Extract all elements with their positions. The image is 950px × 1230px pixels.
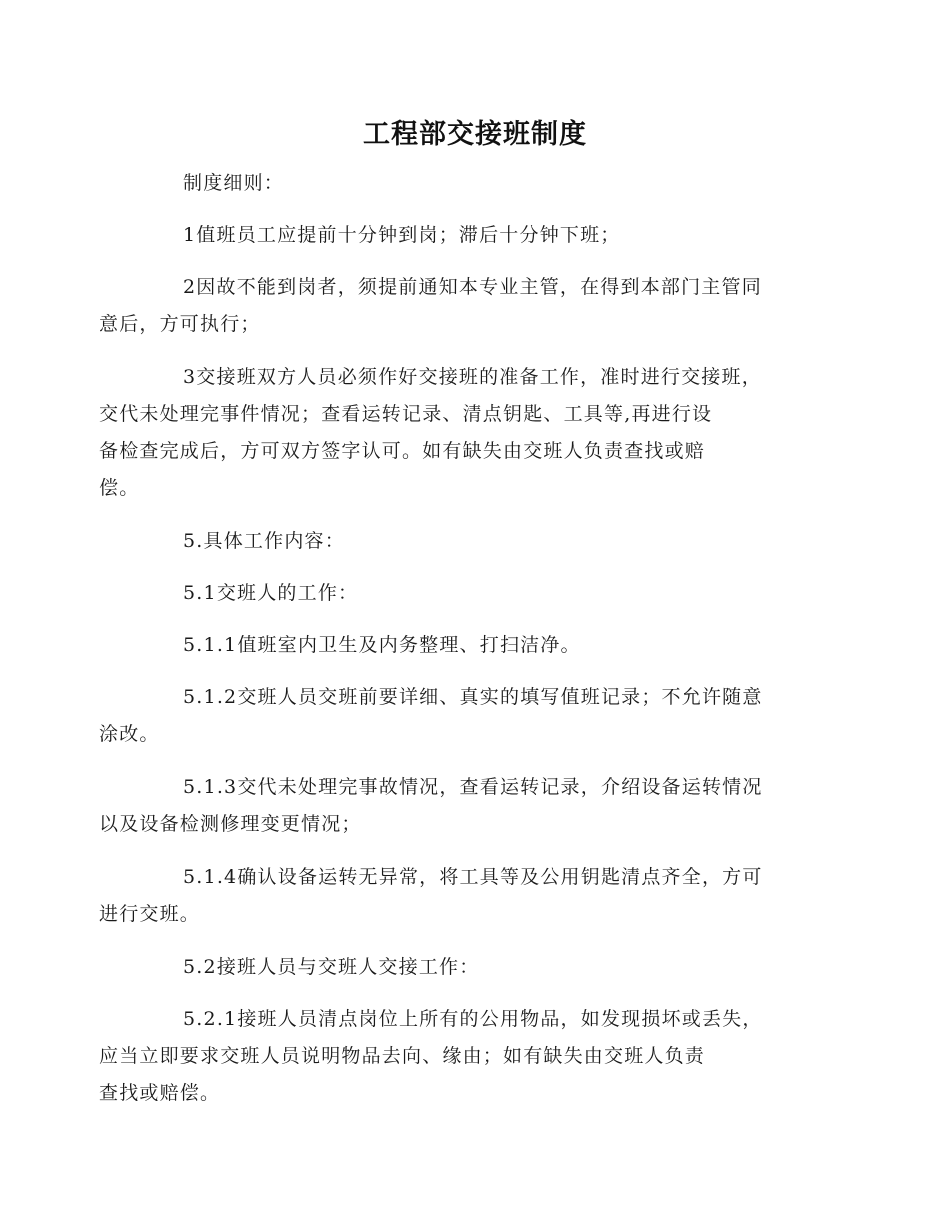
paragraph-line: 5.2.1接班人员清点岗位上所有的公用物品，如发现损坏或丢失， (183, 1008, 763, 1030)
paragraph-line: 5.1.1值班室内卫生及内务整理、打扫洁净。 (183, 634, 581, 656)
paragraph-line: 备检查完成后，方可双方签字认可。如有缺失由交班人负责查找或赔 (99, 440, 706, 462)
paragraph-line: 5.1.2交班人员交班前要详细、真实的填写值班记录；不允许随意 (183, 686, 763, 708)
paragraph-line: 交代未处理完事件情况；查看运转记录、清点钥匙、工具等,再进行设 (99, 403, 713, 425)
paragraph-section-5-2-1 (99, 1001, 809, 1112)
paragraph-section-5 (141, 523, 809, 560)
paragraph-line: 5.1.4确认设备运转无异常，将工具等及公用钥匙清点齐全，方可 (183, 866, 763, 888)
paragraph-line: 制度细则： (183, 172, 285, 194)
paragraph-rule-3 (99, 359, 809, 507)
paragraph-line: 涂改。 (99, 723, 160, 745)
paragraph-section-5-1-1 (141, 627, 809, 664)
document-title: 工程部交接班制度 (363, 119, 587, 150)
paragraph-line: 5.1交班人的工作： (183, 582, 359, 604)
paragraph-section-5-1 (141, 575, 809, 612)
paragraph-line: 5.1.3交代未处理完事故情况，查看运转记录，介绍设备运转情况 (183, 776, 763, 798)
paragraph-line: 3交接班双方人员必须作好交接班的准备工作，准时进行交接班， (183, 366, 762, 388)
paragraph-rule-1 (141, 217, 809, 254)
paragraph-section-5-1-2 (99, 679, 809, 753)
paragraph-line: 偿。 (99, 477, 140, 499)
paragraph-intro (141, 165, 809, 202)
paragraph-line: 2因故不能到岗者，须提前通知本专业主管，在得到本部门主管同 (183, 276, 762, 298)
paragraph-section-5-1-4 (99, 859, 809, 933)
paragraph-line: 5.具体工作内容： (183, 530, 345, 552)
paragraph-line: 以及设备检测修理变更情况； (99, 813, 362, 835)
paragraph-line: 1值班员工应提前十分钟到岗；滞后十分钟下班； (183, 224, 621, 246)
paragraph-line: 5.2接班人员与交班人交接工作： (183, 956, 480, 978)
paragraph-line: 查找或赔偿。 (99, 1082, 221, 1104)
paragraph-section-5-1-3 (99, 769, 809, 843)
paragraph-section-5-2 (141, 949, 809, 986)
paragraph-rule-2 (99, 269, 809, 343)
paragraph-line: 意后，方可执行； (99, 313, 261, 335)
paragraph-line: 进行交班。 (99, 903, 201, 925)
paragraph-line: 应当立即要求交班人员说明物品去向、缘由；如有缺失由交班人负责 (99, 1045, 706, 1067)
